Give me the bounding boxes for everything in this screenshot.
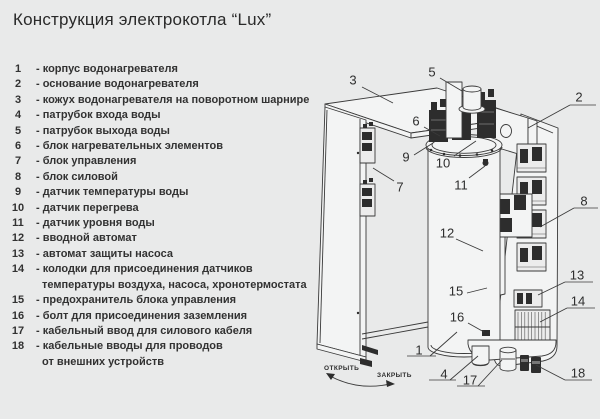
pump-breaker (514, 290, 542, 307)
legend-item-number: 16 (11, 309, 25, 322)
legend-item-number: 18 (11, 340, 25, 353)
legend-item-11 (8, 216, 318, 231)
legend-item-label: - кабельные вводы для проводов (36, 340, 223, 353)
legend-item-7 (8, 154, 318, 169)
legend-item-number: 11 (12, 217, 24, 230)
close-label: ЗАКРЫТЬ (377, 372, 412, 379)
callout-4: 4 (440, 366, 448, 382)
legend-item-number: 15 (11, 294, 25, 307)
legend-item-label: - предохранитель блока управления (36, 294, 237, 307)
level-sensor (483, 159, 489, 166)
callout-15: 15 (448, 283, 464, 299)
legend-item-14 (8, 262, 318, 277)
legend-item-2 (8, 77, 318, 92)
legend-item-label: - автомат защиты насоса (36, 247, 173, 260)
callout-5: 5 (428, 64, 436, 80)
callout-11: 11 (454, 177, 468, 193)
legend-item-label: - основание водонагревателя (36, 78, 199, 91)
legend-item-16 (8, 309, 318, 324)
legend-item-9 (8, 185, 318, 200)
legend-item-12 (8, 231, 318, 246)
callout-13: 13 (569, 267, 585, 283)
legend-item-number: 2 (14, 78, 22, 91)
legend-item-label: - кабельный ввод для силового кабеля (36, 324, 253, 337)
outlet-pipe (459, 86, 485, 113)
callout-9: 9 (402, 149, 410, 165)
callout-3: 3 (349, 72, 357, 88)
callout-17: 17 (462, 372, 478, 388)
legend-item-4 (8, 108, 318, 123)
legend-item-number: 4 (14, 109, 22, 122)
legend-item-label: - патрубок выхода воды (36, 124, 170, 137)
legend-item-13 (8, 247, 318, 262)
legend-item-number: 12 (11, 232, 25, 245)
legend-item-label: - кожух водонагревателя на поворотном шарнире (36, 93, 310, 106)
legend-item-number: 7 (14, 155, 22, 168)
callout-10: 10 (435, 155, 451, 171)
page-title: Конструкция электрокотла “Lux” (13, 10, 272, 29)
legend-item-label: - корпус водонагревателя (36, 63, 178, 75)
callout-16: 16 (449, 309, 465, 325)
legend-item-17 (8, 324, 318, 339)
legend-item-label: - датчик уровня воды (36, 217, 155, 230)
legend-item-label: - датчик температуры воды (36, 186, 189, 199)
legend-item-1 (8, 62, 318, 77)
legend-item-label: - датчик перегрева (36, 201, 139, 214)
legend-item-label: - блок силовой (36, 170, 118, 183)
legend-item-number: 17 (11, 324, 25, 337)
legend-item-6 (8, 139, 318, 154)
legend-item-number: 8 (14, 170, 22, 183)
legend-item-label: - блок нагревательных элементов (36, 140, 223, 153)
callout-2: 2 (575, 89, 583, 105)
callout-6: 6 (412, 113, 420, 129)
legend-item-18-cont: от внешних устройств (42, 355, 164, 368)
legend-item-label: - болт для присоединения заземления (36, 309, 248, 322)
rotation-arrows (324, 365, 412, 387)
legend-item-number: 10 (11, 201, 25, 214)
legend-item-number: 1 (14, 63, 22, 75)
legend-item-label: - патрубок входа воды (36, 109, 161, 122)
callout-18: 18 (570, 365, 586, 381)
open-label: ОТКРЫТЬ (324, 365, 360, 372)
legend-item-number: 3 (14, 93, 22, 106)
legend-item-15 (8, 293, 318, 308)
legend-item-number: 6 (14, 140, 22, 153)
callout-12: 12 (439, 225, 455, 241)
legend-item-number: 5 (14, 124, 22, 137)
legend-item-number: 14 (11, 263, 25, 276)
legend-item-5 (8, 124, 318, 139)
callout-1: 1 (415, 342, 423, 358)
power-cable-gland (500, 347, 516, 371)
inlet-pipe (472, 346, 489, 366)
legend-item-label: - колодки для присоединения датчиков (36, 263, 253, 276)
legend-item-number: 13 (11, 247, 25, 260)
legend-item-number: 9 (14, 186, 22, 199)
boiler-diagram (300, 44, 600, 419)
legend-item-3 (8, 93, 318, 108)
legend-list (8, 62, 318, 370)
legend-item-label: - блок управления (36, 155, 137, 168)
ground-bolt (482, 330, 490, 336)
legend-item-label: - вводной автомат (36, 232, 137, 245)
leader-line-7 (373, 168, 394, 181)
legend-item-14-cont: температуры воздуха, насоса, хронотермостата (42, 278, 307, 291)
legend-item-18 (8, 339, 318, 354)
callout-8: 8 (580, 193, 588, 209)
legend-item-8 (8, 170, 318, 185)
legend-item-10 (8, 201, 318, 216)
callout-7: 7 (396, 179, 404, 195)
callout-14: 14 (570, 293, 586, 309)
